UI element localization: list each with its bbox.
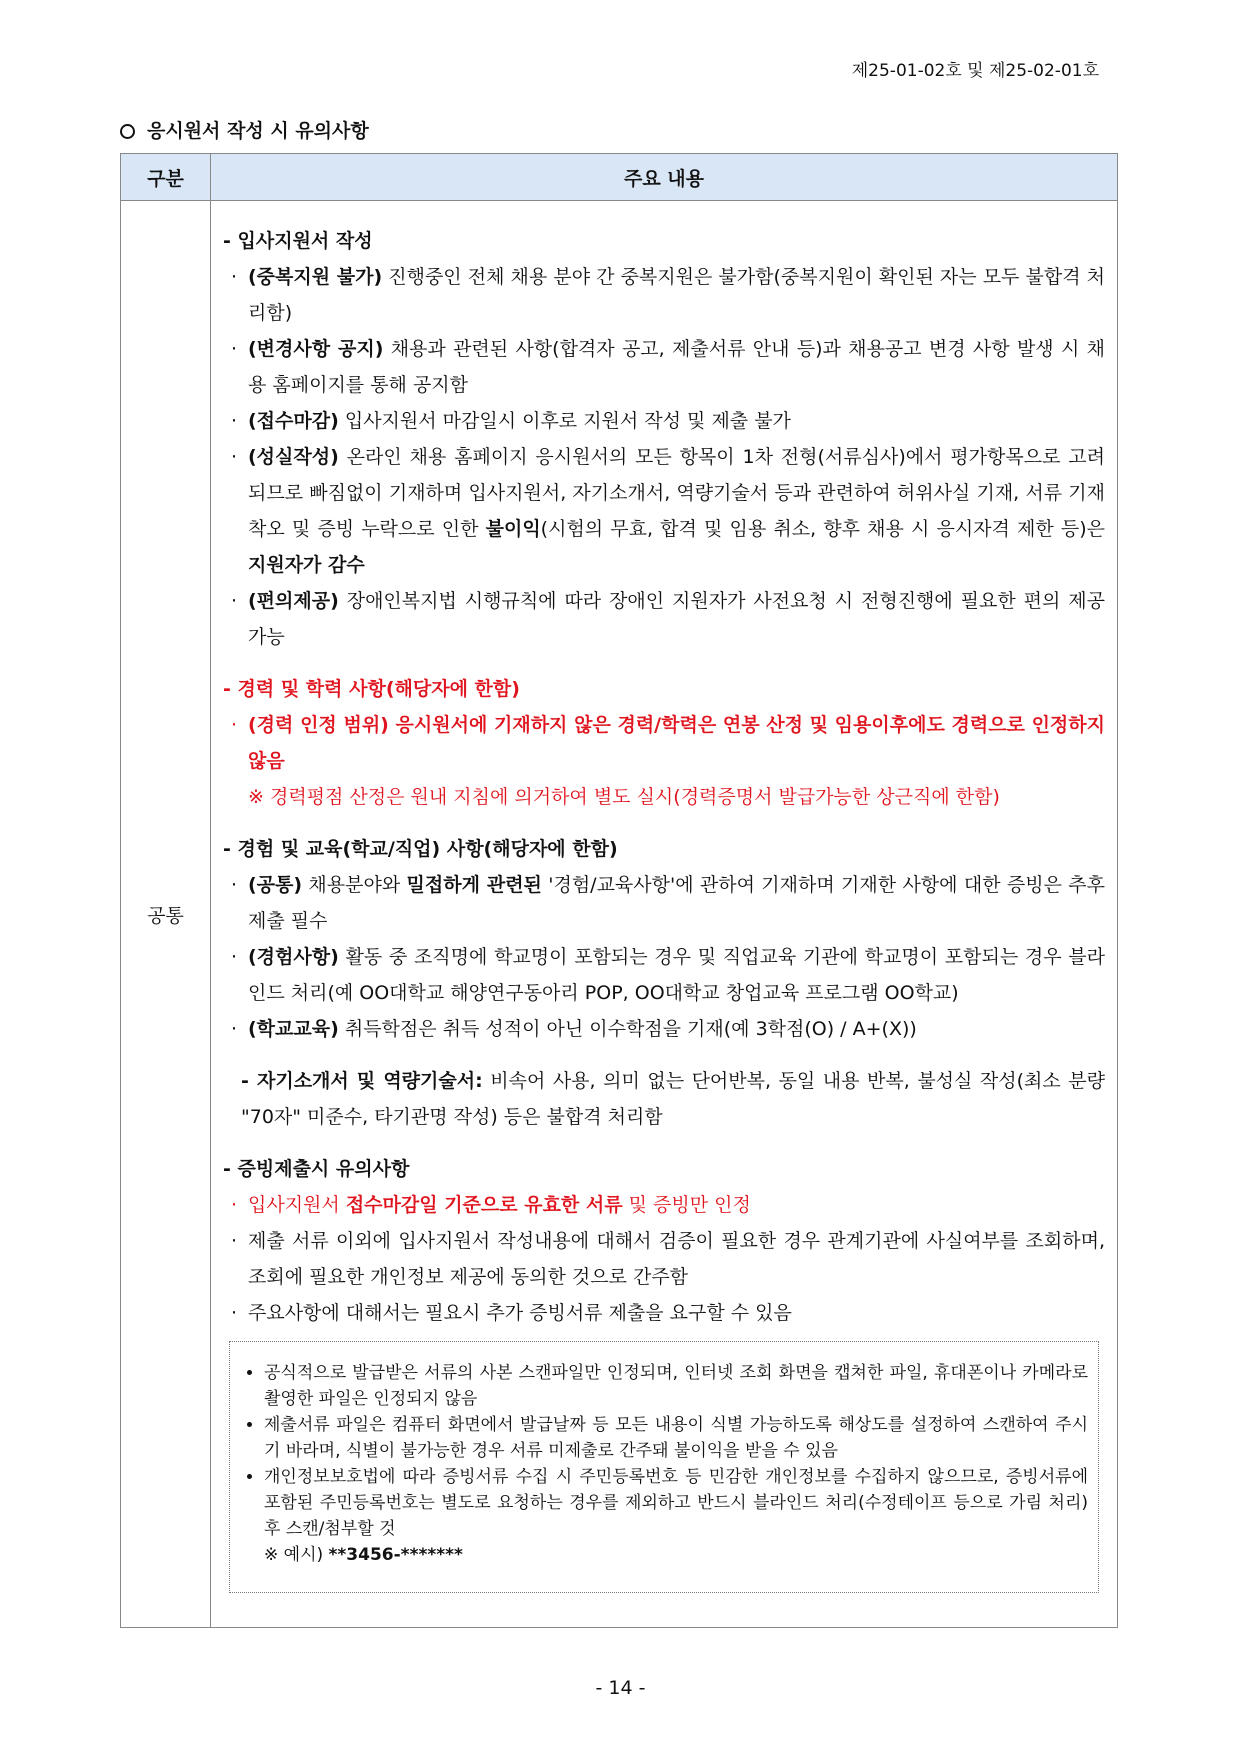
document-number: 제25-01-02호 및 제25-02-01호 [851, 61, 1099, 81]
section-title-text: 응시원서 작성 시 유의사항 [147, 120, 369, 142]
notice-bullet: • 제출서류 파일은 컴퓨터 화면에서 발급날짜 등 모든 내용이 식별 가능하도록 해상도를 설정하여 스캔하여 주시기 바라며, 식별이 불가능한 경우 서류 미제출로 간주돼 불이익을 받을 수 있음 [264, 1412, 1088, 1464]
notice-example: ※ 예시) **3456-******* [264, 1545, 463, 1565]
notice-bullet: • 공식적으로 발급받은 서류의 사본 스캔파일만 인정되며, 인터넷 조회 화면을 캡쳐한 파일, 휴대폰이나 카메라로 촬영한 파일은 인정되지 않음 [264, 1360, 1088, 1412]
list-item: · (학교교육) 취득학점은 취득 성적이 아닌 이수학점을 기재(예 3학점(O) / A+(X)) [231, 1018, 917, 1040]
group-heading: - 경력 및 학력 사항(해당자에 한함) [223, 678, 520, 700]
list-item: · (접수마감) 입사지원서 마감일시 이후로 지원서 작성 및 제출 불가 [231, 410, 791, 432]
note-text: ※ 경력평점 산정은 원내 지침에 의거하여 별도 실시(경력증명서 발급가능한 상근직에 한함) [248, 786, 1000, 808]
group-experience [223, 831, 1105, 1047]
list-item: · (변경사항 공지) 채용과 관련된 사항(합격자 공고, 제출서류 안내 등)과 채용공고 변경 사항 발생 시 채용 홈페이지를 통해 공지함 [231, 338, 1105, 396]
list-item: - 자기소개서 및 역량기술서: 비속어 사용, 의미 없는 단어반복, 동일 내용 반복, 불성실 작성(최소 분량 "70자" 미준수, 타기관명 작성) 등은 불합격 처리함 [241, 1070, 1105, 1128]
section-title [120, 116, 369, 143]
page-number: - 14 - [595, 1677, 646, 1699]
group-heading: - 증빙제출시 유의사항 [223, 1158, 410, 1180]
group-proof-submission [223, 1151, 1105, 1331]
list-item: · 입사지원서 접수마감일 기준으로 유효한 서류 및 증빙만 인정 [231, 1194, 751, 1216]
header-content: 주요 내용 [211, 154, 1118, 201]
group-self-introduction [223, 1063, 1105, 1135]
circle-bullet-icon [120, 124, 135, 139]
list-item: · (경력 인정 범위) 응시원서에 기재하지 않은 경력/학력은 연봉 산정 및 임용이후에도 경력으로 인정하지 않음 [231, 714, 1105, 772]
list-item: · 제출 서류 이외에 입사지원서 작성내용에 대해서 검증이 필요한 경우 관계기관에 사실여부를 조회하며, 조회에 필요한 개인정보 제공에 동의한 것으로 간주함 [231, 1230, 1105, 1288]
list-item: · (경험사항) 활동 중 조직명에 학교명이 포함되는 경우 및 직업교육 기관에 학교명이 포함되는 경우 블라인드 처리(예 OO대학교 해양연구동아리 POP, OO대학교 창업교육 프로그램 OO학교) [231, 946, 1105, 1004]
table-row [121, 201, 1118, 1628]
list-item: · (공통) 채용분야와 밀접하게 관련된 '경험/교육사항'에 관하여 기재하며 기재한 사항에 대한 증빙은 추후 제출 필수 [231, 874, 1105, 932]
list-item: · (편의제공) 장애인복지법 시행규칙에 따라 장애인 지원자가 사전요청 시 전형진행에 필요한 편의 제공 가능 [231, 590, 1105, 648]
notice-box [229, 1341, 1099, 1593]
group-career-education [223, 671, 1105, 815]
guidelines-table [120, 153, 1118, 1628]
header-category: 구분 [121, 154, 211, 201]
group-heading: - 경험 및 교육(학교/직업) 사항(해당자에 한함) [223, 838, 618, 860]
group-heading: - 입사지원서 작성 [223, 230, 373, 252]
list-item: · 주요사항에 대해서는 필요시 추가 증빙서류 제출을 요구할 수 있음 [231, 1302, 792, 1324]
notice-bullet: • 개인정보보호법에 따라 증빙서류 수집 시 주민등록번호 등 민감한 개인정보를 수집하지 않으므로, 증빙서류에 포함된 주민등록번호는 별도로 요청하는 경우를 제외하고 반드시 블라인드 처리(수정테이프 등으로 가림 처리) 후 스캔/첨부할 것 [264, 1464, 1088, 1542]
group-application-writing [223, 223, 1105, 655]
list-item: · (성실작성) 온라인 채용 홈페이지 응시원서의 모든 항목이 1차 전형(서류심사)에서 평가항목으로 고려되므로 빠짐없이 기재하며 입사지원서, 자기소개서, 역량기술서 등과 관련하여 허위사실 기재, 서류 기재 착오 및 증빙 누락으로 인한 불이익(시험의 무효, 합격 및 임용 취소, 향후 채용 시 응시자격 제한 등)은 지원자가 감수 [231, 446, 1105, 576]
table-header-row [121, 154, 1118, 201]
content-cell [211, 201, 1118, 1628]
list-item: · (중복지원 불가) 진행중인 전체 채용 분야 간 중복지원은 불가함(중복지원이 확인된 자는 모두 불합격 처리함) [231, 266, 1105, 324]
category-cell: 공통 [121, 201, 211, 1628]
